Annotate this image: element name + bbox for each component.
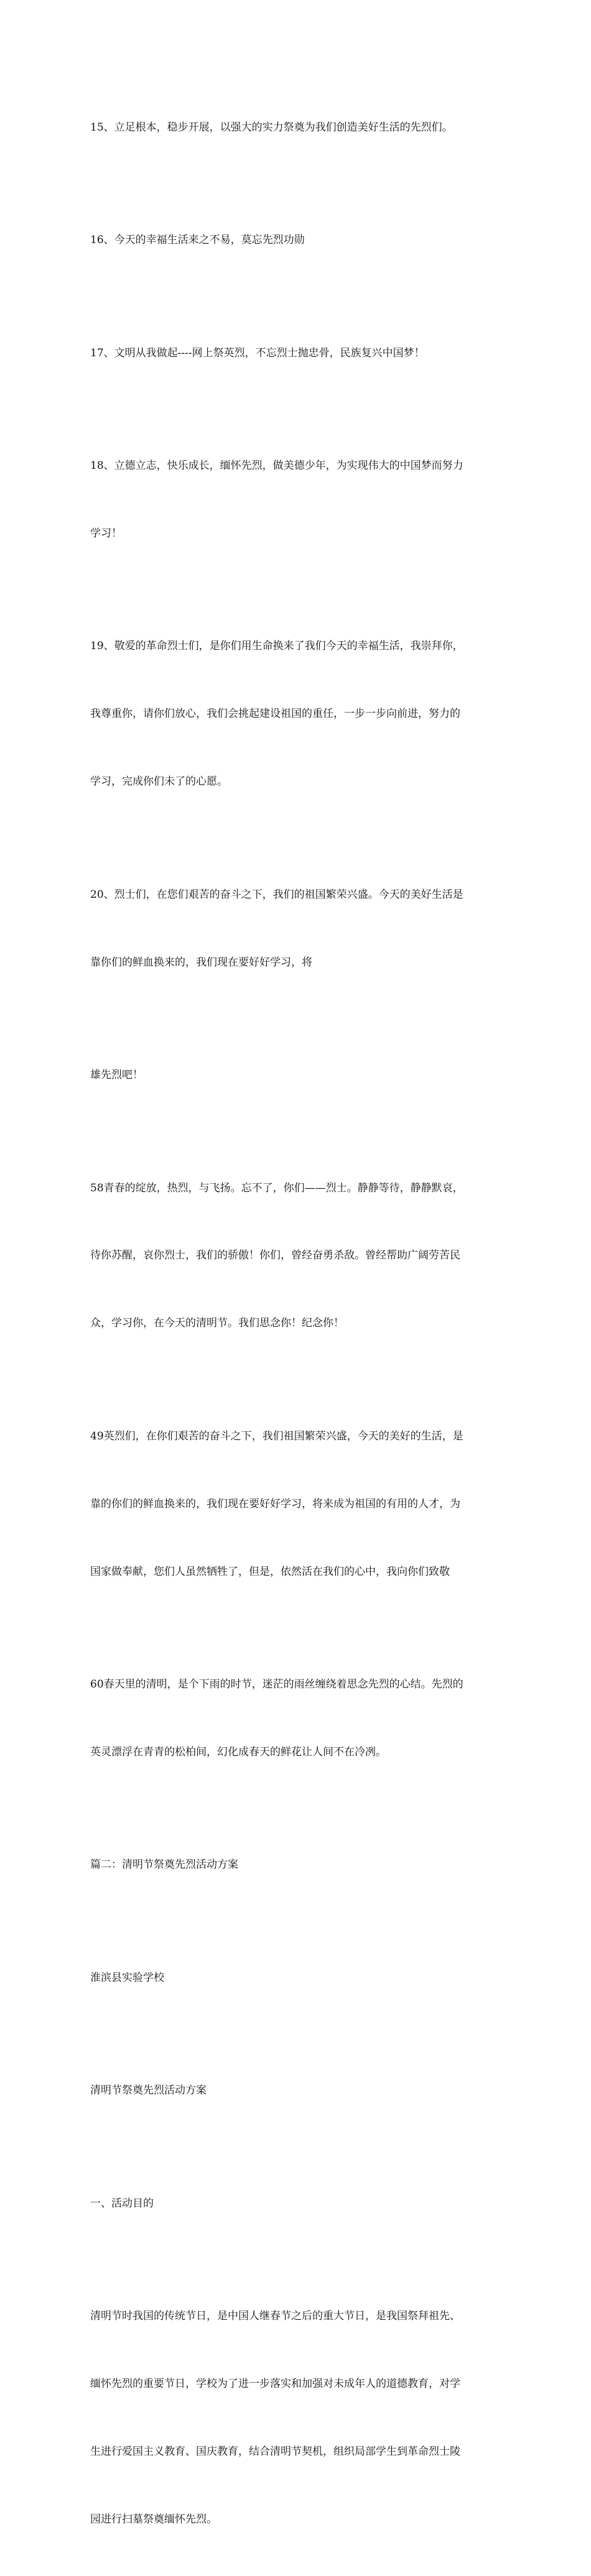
paragraph-49 — [90, 1380, 504, 1628]
paragraph-60 — [90, 1628, 504, 1808]
text-line: 英灵漂浮在青青的松柏间，幻化成春天的鲜花让人间不在冷冽。 — [90, 1745, 386, 1758]
text-line: 缅怀先烈的重要节日，学校为了进一步落实和加强对未成年人的道德教育，对学 — [90, 2378, 460, 2391]
school-name — [90, 1921, 504, 2034]
text-line: 我尊重你，请你们放心，我们会挑起建设祖国的重任，一步一步向前进，努力的 — [90, 708, 460, 721]
paragraph-15 — [90, 71, 504, 183]
text-line: 雄先烈吧！ — [90, 1069, 143, 1082]
paragraph-20-continued — [90, 1018, 504, 1131]
text-line: 园进行扫墓祭奠缅怀先烈。 — [90, 2513, 217, 2526]
text-line: 15、立足根本，稳步开展，以强大的实力祭奠为我们创造美好生活的先烈们。 — [90, 121, 453, 134]
text-line: 60春天里的清明，是个下雨的时节，迷茫的雨丝缠绕着思念先烈的心结。先烈的 — [90, 1678, 463, 1691]
text-line: 淮滨县实验学校 — [90, 1971, 164, 1984]
text-line: 靠你们的鲜血换来的，我们现在要好好学习，将 — [90, 956, 312, 969]
text-line: 一、活动目的 — [90, 2197, 154, 2210]
paragraph-19 — [90, 590, 504, 838]
text-line: 19、敬爱的革命烈士们，是你们用生命换来了我们今天的幸福生活，我崇拜你， — [90, 640, 463, 653]
text-line: 学习！ — [90, 527, 122, 540]
text-line: 待你苏醒，哀你烈士，我们的骄傲！你们，曾经奋勇杀敌。曾经帮助广阔劳苦民 — [90, 1249, 460, 1262]
paragraph-18 — [90, 409, 504, 589]
text-line: 学习，完成你们未了的心愿。 — [90, 775, 228, 788]
text-line: 靠的你们的鲜血换来的，我们现在要好好学习，将来成为祖国的有用的人才，为 — [90, 1497, 460, 1510]
paragraph-17 — [90, 297, 504, 409]
plan-title — [90, 2034, 504, 2147]
text-line: 58青春的绽放，热烈，与飞扬。忘不了，你们——烈士。静静等待，静静默哀， — [90, 1181, 463, 1194]
text-line: 20、烈士们，在您们艰苦的奋斗之下，我们的祖国繁荣兴盛。今天的美好生活是 — [90, 888, 463, 901]
text-line: 清明节时我国的传统节日，是中国人继春节之后的重大节日，是我国祭拜祖先、 — [90, 2310, 460, 2323]
text-line: 国家做奉献，您们人虽然牺牲了，但是，依然活在我们的心中，我向你们致敬 — [90, 1565, 450, 1578]
text-line: 18、立德立志，快乐成长，缅怀先烈，做美德少年，为实现伟大的中国梦而努力 — [90, 459, 463, 473]
document-body — [90, 71, 504, 2576]
text-line: 众，学习你，在今天的清明节。我们思念你！纪念你！ — [90, 1317, 344, 1330]
section-heading-purpose — [90, 2147, 504, 2260]
text-line: 17、文明从我做起----网上祭英烈，不忘烈士抛忠骨，民族复兴中国梦！ — [90, 346, 425, 359]
paragraph-20 — [90, 838, 504, 1018]
paragraph-16 — [90, 183, 504, 296]
text-line: 16、今天的幸福生活来之不易，莫忘先烈功勋 — [90, 234, 305, 247]
text-line: 49英烈们，在你们艰苦的奋斗之下，我们祖国繁荣兴盛，今天的美好的生活，是 — [90, 1429, 463, 1443]
paragraph-58 — [90, 1132, 504, 1380]
text-line: 生进行爱国主义教育、国庆教育，结合清明节契机，组织局部学生到革命烈士陵 — [90, 2445, 460, 2458]
text-line: 清明节祭奠先烈活动方案 — [90, 2084, 207, 2097]
purpose-paragraph — [90, 2260, 504, 2576]
section-heading-part-two — [90, 1809, 504, 1921]
text-line: 篇二：清明节祭奠先烈活动方案 — [90, 1858, 238, 1872]
